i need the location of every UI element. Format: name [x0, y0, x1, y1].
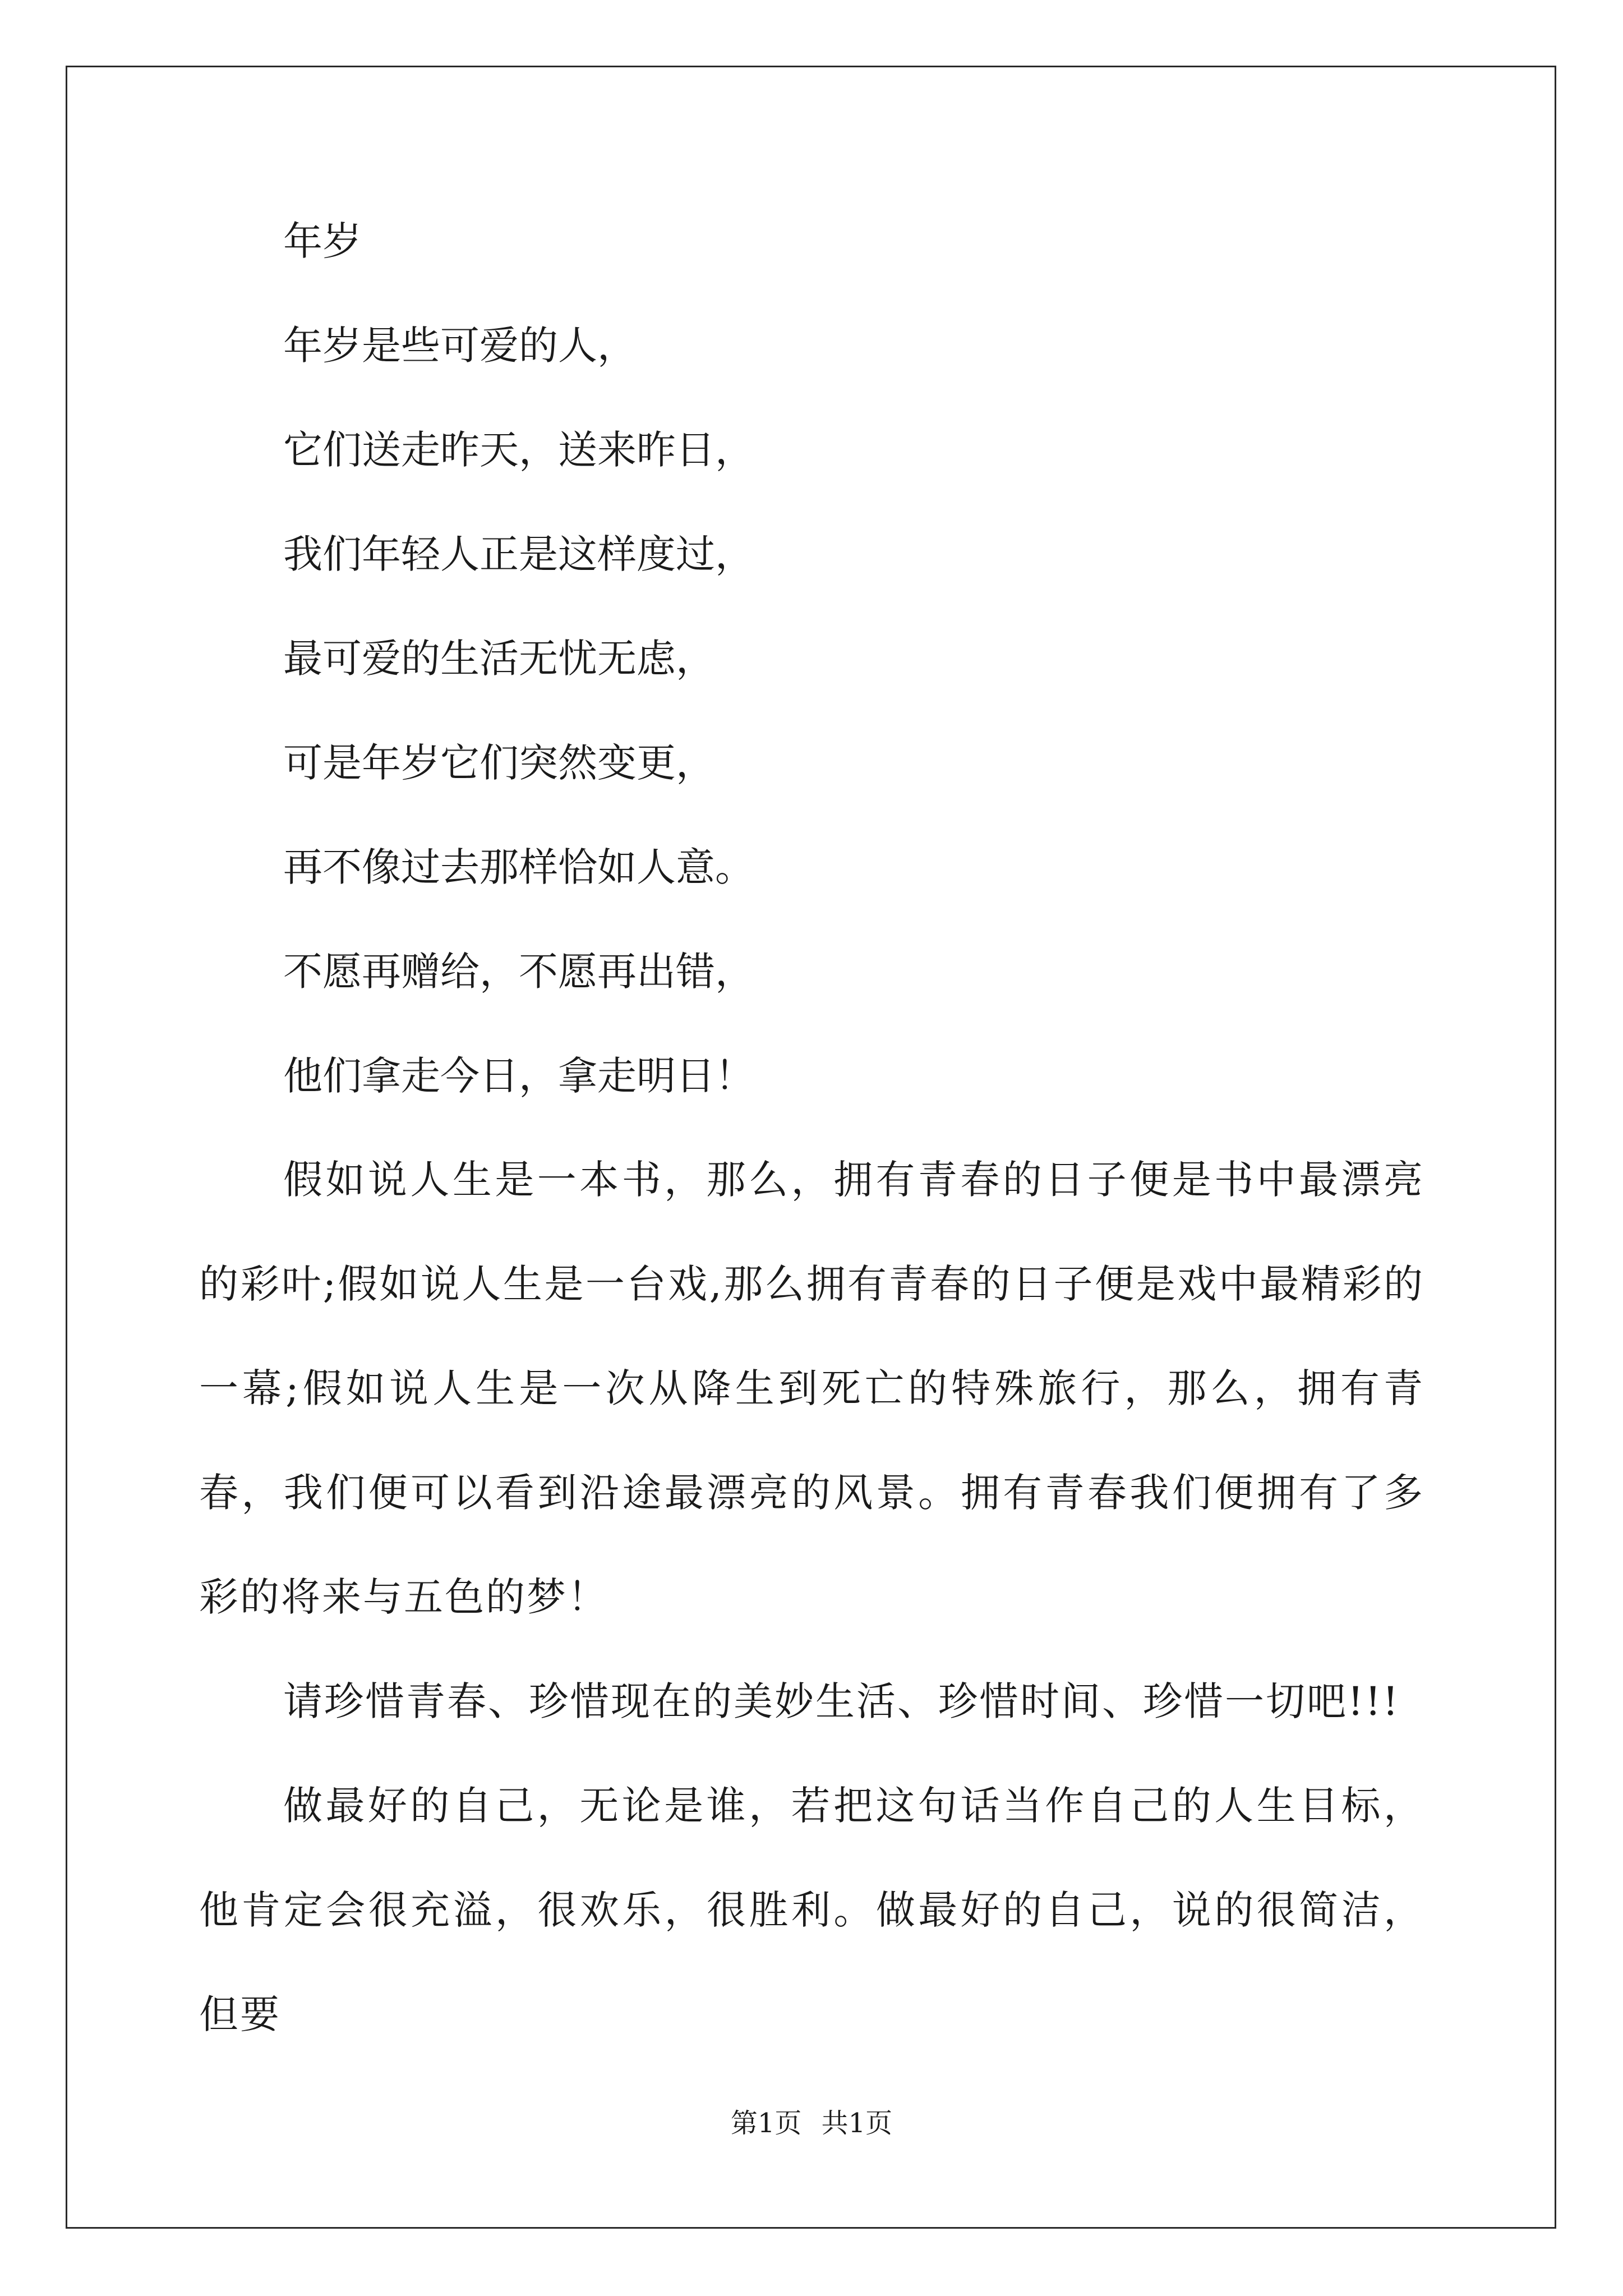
paragraph: 做最好的自己，无论是谁，若把这句话当作自己的人生目标，他肯定会很充溢，很欢乐，很胜利。做最好的自己，说的很简洁，但要 — [199, 1783, 1424, 2037]
poem-line: 最可爱的生活无忧无虑， — [283, 636, 715, 682]
paragraph: 假如说人生是一本书，那么，拥有青春的日子便是书中最漂亮的彩叶;假如说人生是一台戏,那么拥有青春的日子便是戏中最精彩的一幕;假如说人生是一次从降生到死亡的特殊旅行，那么，拥有青春，我们便可以看到沿途最漂亮的风景。拥有青春我们便拥有了多彩的将来与五色的梦！ — [199, 1157, 1424, 1620]
poem-line: 再不像过去那样恰如人意。 — [283, 844, 754, 890]
document-title: 年岁 — [283, 218, 362, 264]
page-footer — [0, 2106, 1623, 2140]
page-number: 第1页 — [730, 2108, 802, 2139]
page-total: 共1页 — [821, 2108, 893, 2139]
poem-line: 不愿再赠给，不愿再出错， — [283, 949, 754, 995]
poem-line: 年岁是些可爱的人， — [283, 323, 637, 369]
poem-line: 可是年岁它们突然变更， — [283, 740, 715, 786]
poem-line: 我们年轻人正是这样度过， — [283, 531, 754, 577]
poem-line: 他们拿走今日，拿走明日！ — [283, 1053, 754, 1099]
paragraph: 请珍惜青春、珍惜现在的美妙生活、珍惜时间、珍惜一切吧!!! — [283, 1678, 1400, 1724]
poem-line: 它们送走昨天，送来昨日， — [283, 427, 754, 473]
